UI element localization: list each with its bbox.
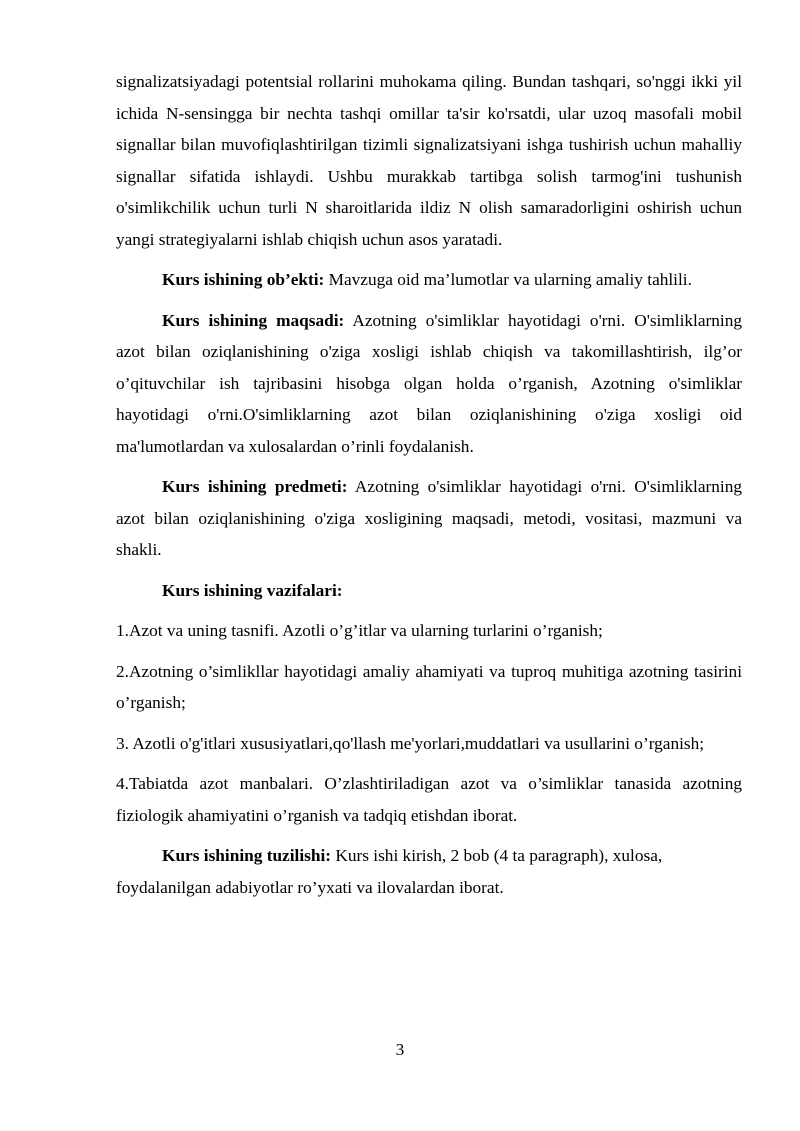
task-item-4: 4.Tabiatda azot manbalari. O’zlashtiriladigan azot va o’simliklar tanasida azotning fiziologik ahamiyatini o’rganish va tadqiq etishdan iborat. <box>116 774 742 825</box>
subject-text: Azotning o'simliklar hayotidagi o'rni. O'simliklarning azot bilan oziqlanishining o'ziga xosligining maqsadi, metodi, vositasi, mazmuni va shakli. <box>116 477 742 559</box>
goal-text: Azotning o'simliklar hayotidagi o'rni. O'simliklarning azot bilan oziqlanishining o'ziga xosligi ishlab chiqish va takomillashtirish, ilg’or o’qituvchilar ish tajribasini hisobga olgan holda o’rganish, Azotning o'simliklar hayotidagi o'rni.O'simliklarning azot bilan oziqlanishining o'ziga xosligi oid ma'lumotlardan va xulosalardan o’rinli foydalanish. <box>116 310 742 456</box>
object-label: Kurs ishining ob’ekti: <box>162 270 325 289</box>
structure-paragraph <box>116 840 742 903</box>
subject-label: Kurs ishining predmeti: <box>162 477 348 496</box>
task-item-3: 3. Azotli o'g'itlari xususiyatlari,qo'llash me'yorlari,muddatlari va usullarini o’rganish; <box>116 733 705 753</box>
structure-text: Kurs ishi kirish, 2 bob (4 ta paragraph), xulosa, foydalanilgan adabiyotlar ro’yxati va ilovalardan iborat. <box>116 846 663 897</box>
object-paragraph <box>116 264 742 296</box>
structure-label: Kurs ishining tuzilishi: <box>162 846 332 865</box>
subject-paragraph <box>116 471 742 566</box>
intro-paragraph: signalizatsiyadagi potentsial rollarini muhokama qiling. Bundan tashqari, so'nggi ikki yil ichida N-sensingga bir nechta tashqi omillar ta'sir ko'rsatdi, ular uzoq masofali mobil signallar bilan muvofiqlashtirilgan tizimli signalizatsiyani ishga tushirish uchun mahalliy signallar sifatida ishlaydi. Ushbu murakkab tartibga solish tarmog'ini tushunish o'simlikchilik uchun turli N sharoitlarida ildiz N olish samaradorligini oshirish uchun yangi strategiyalarni ishlab chiqish uchun asos yaratadi. <box>116 72 742 249</box>
goal-paragraph <box>116 305 742 463</box>
object-text: Mavzuga oid ma’lumotlar va ularning amaliy tahlili. <box>324 270 692 289</box>
tasks-heading: Kurs ishining vazifalari: <box>162 580 343 600</box>
document-page <box>116 66 742 903</box>
task-item-1: 1.Azot va uning tasnifi. Azotli o’g’itlar va ularning turlarini o’rganish; <box>116 621 603 640</box>
goal-label: Kurs ishining maqsadi: <box>162 310 345 330</box>
page-number: 3 <box>395 1040 405 1059</box>
task-item-2: 2.Azotning o’simlikllar hayotidagi amaliy ahamiyati va tuproq muhitiga azotning tasirini o’rganish; <box>116 661 742 712</box>
